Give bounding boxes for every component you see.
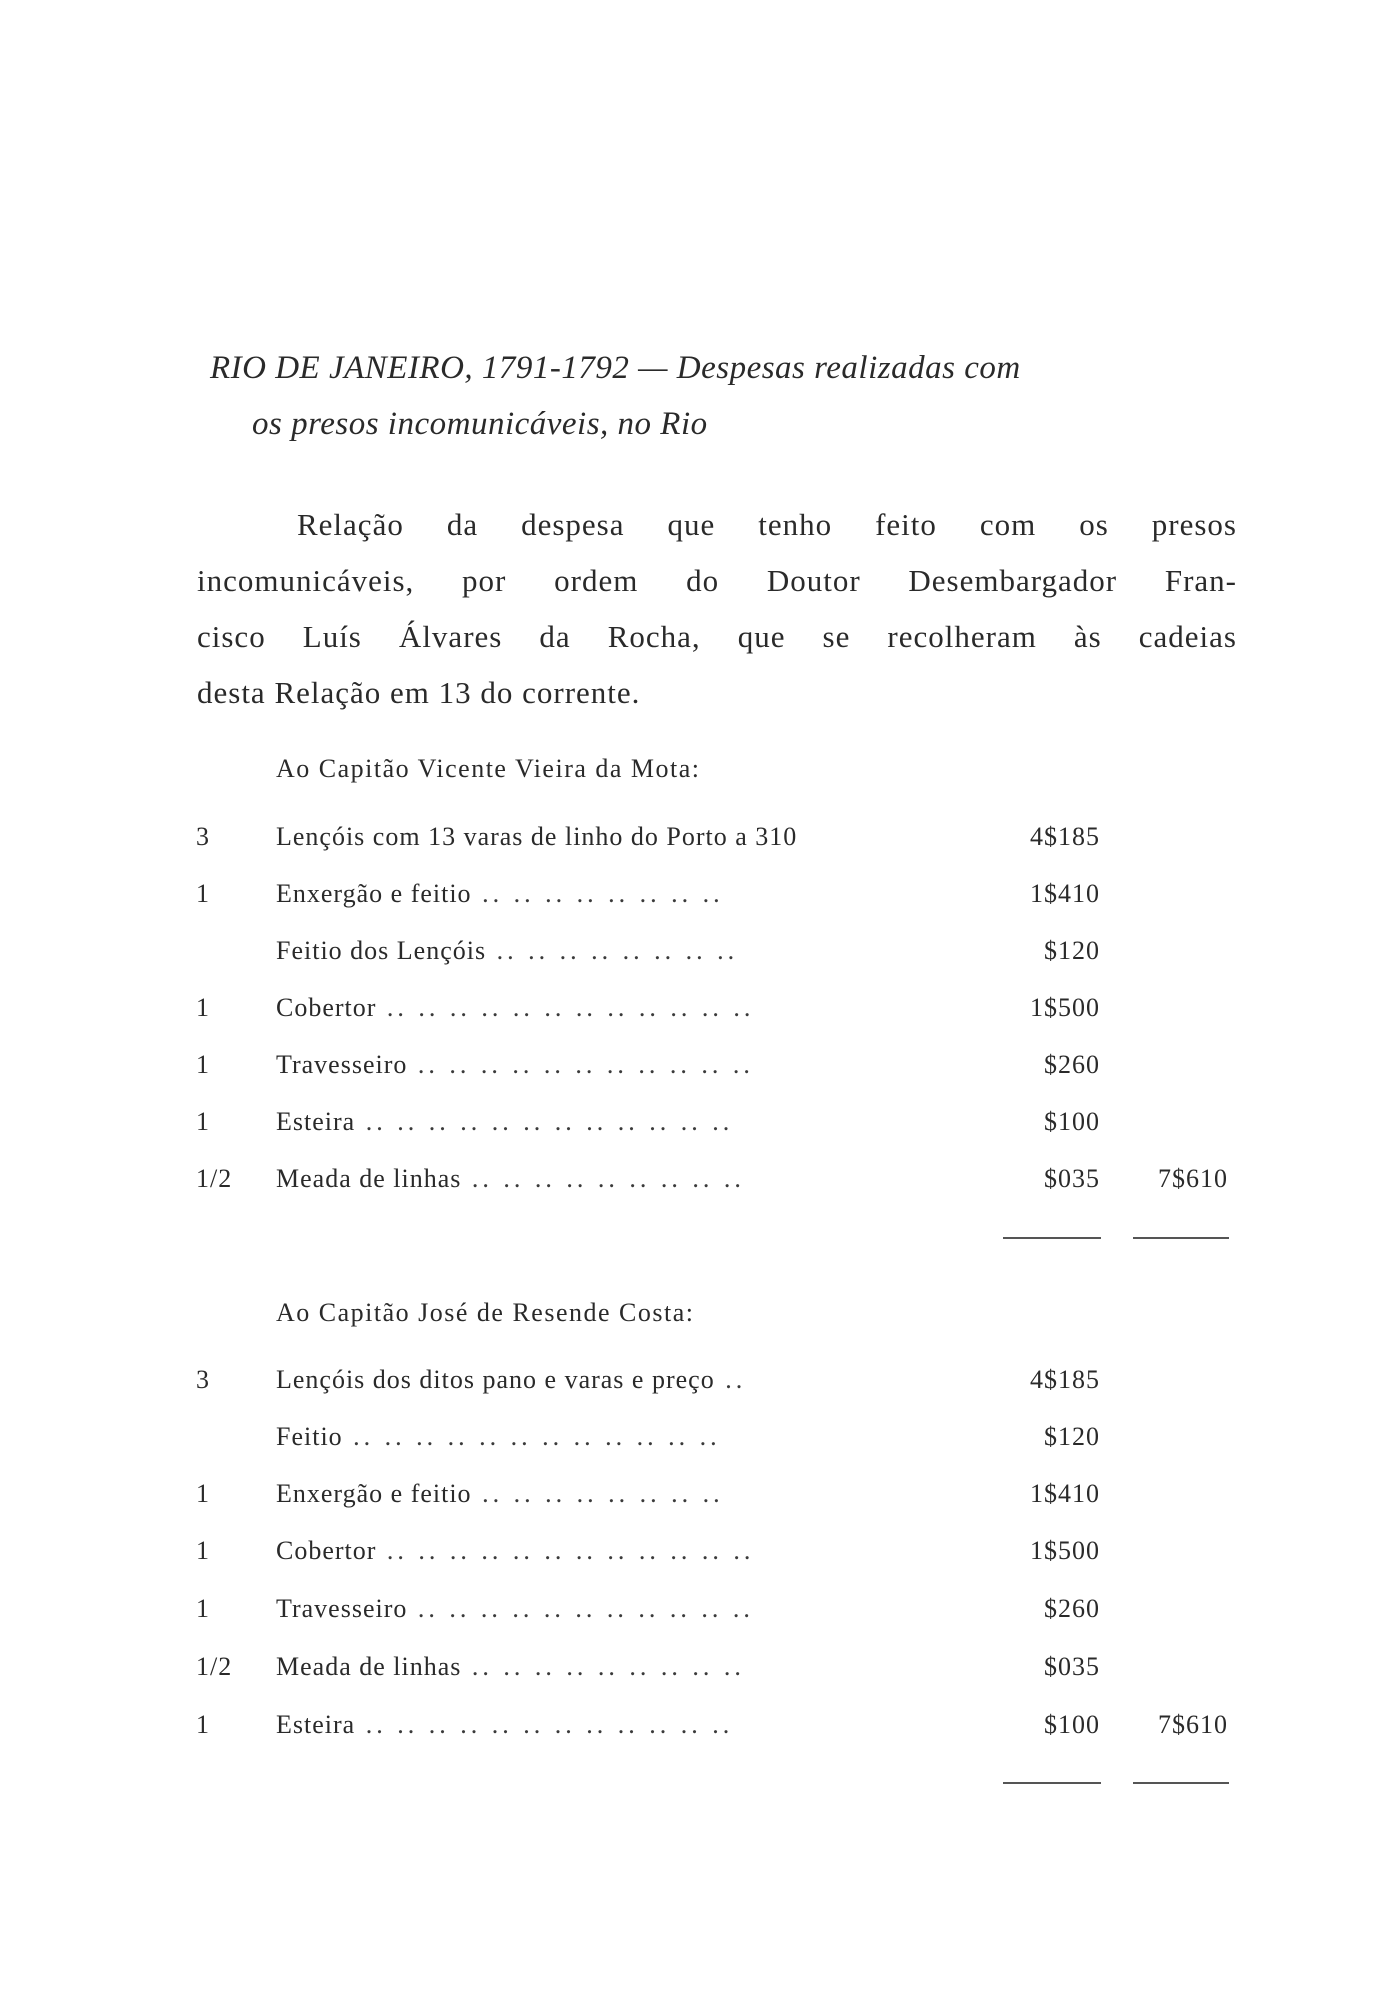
item-value: $035 [1044, 1652, 1100, 1681]
item-description [276, 1107, 976, 1137]
item-leader-dots: .. .. .. .. .. .. .. .. [471, 879, 724, 908]
item-description-text: Feitio [276, 1422, 343, 1451]
item-quantity: 1 [196, 1710, 210, 1739]
item-leader-dots: .. .. .. .. .. .. .. .. .. [461, 1164, 745, 1193]
item-description [276, 822, 976, 852]
item-quantity: 1 [196, 1536, 210, 1565]
item-description-text: Meada de linhas [276, 1164, 462, 1193]
section-heading: Ao Capitão Vicente Vieira da Mota: [276, 754, 701, 783]
item-description-text: Enxergão e feitio [276, 879, 472, 908]
item-description [276, 1594, 976, 1624]
item-description [276, 1365, 976, 1395]
item-leader-dots: .. .. .. .. .. .. .. .. .. .. .. .. [376, 1536, 755, 1565]
item-description-text: Meada de linhas [276, 1652, 462, 1681]
item-value: $035 [1044, 1164, 1100, 1193]
item-quantity: 3 [196, 1365, 210, 1394]
title-line-2: os presos incomunicáveis, no Rio [252, 406, 708, 442]
expense-row [0, 879, 1382, 919]
item-quantity: 1/2 [196, 1164, 233, 1193]
item-leader-dots: .. .. .. .. .. .. .. .. .. .. .. [407, 1594, 754, 1623]
item-description-text: Esteira [276, 1107, 356, 1136]
intro-paragraph [197, 497, 1237, 721]
item-leader-dots: .. .. .. .. .. .. .. .. .. .. .. [407, 1050, 754, 1079]
item-description-text: Esteira [276, 1710, 356, 1739]
item-value: $260 [1044, 1594, 1100, 1623]
item-description-text: Travesseiro [276, 1594, 408, 1623]
item-value: 1$410 [1030, 879, 1100, 908]
item-description [276, 879, 976, 909]
intro-line: cisco Luís Álvares da Rocha, que se recolheram às cadeias [197, 619, 1237, 654]
item-quantity: 1 [196, 879, 210, 908]
subtotal-rule [1003, 1237, 1101, 1239]
item-total: 7$610 [1158, 1710, 1228, 1739]
item-leader-dots: .. .. .. .. .. .. .. .. .. .. .. .. [355, 1710, 734, 1739]
expense-row [0, 1479, 1382, 1519]
item-quantity: 1 [196, 1107, 210, 1136]
expense-row [0, 1164, 1382, 1204]
item-value: $120 [1044, 936, 1100, 965]
item-description-text: Cobertor [276, 1536, 377, 1565]
expense-row [0, 1422, 1382, 1462]
item-description [276, 1652, 976, 1682]
expense-row [0, 993, 1382, 1033]
intro-line: incomunicáveis, por ordem do Doutor Desembargador Fran- [197, 563, 1237, 598]
item-description [276, 993, 976, 1023]
item-value: $260 [1044, 1050, 1100, 1079]
expense-row [0, 1050, 1382, 1090]
title-line-1: RIO DE JANEIRO, 1791-1792 — Despesas realizadas com [210, 350, 1021, 386]
item-description [276, 1050, 976, 1080]
item-quantity: 3 [196, 822, 210, 851]
item-leader-dots: .. .. .. .. .. .. .. .. [471, 1479, 724, 1508]
item-value: 1$500 [1030, 1536, 1100, 1565]
item-value: 1$410 [1030, 1479, 1100, 1508]
item-value: $100 [1044, 1710, 1100, 1739]
item-description [276, 936, 976, 966]
expense-row [0, 822, 1382, 862]
item-description-text: Lençóis com 13 varas de linho do Porto a 310 [276, 822, 798, 851]
item-leader-dots: .. .. .. .. .. .. .. .. [486, 936, 739, 965]
expense-row [0, 1594, 1382, 1634]
item-description [276, 1422, 976, 1452]
item-description-text: Enxergão e feitio [276, 1479, 472, 1508]
item-description [276, 1710, 976, 1740]
item-value: $100 [1044, 1107, 1100, 1136]
item-description-text: Travesseiro [276, 1050, 408, 1079]
item-quantity: 1/2 [196, 1652, 233, 1681]
total-rule [1133, 1237, 1229, 1239]
item-description-text: Lençóis dos ditos pano e varas e preço [276, 1365, 715, 1394]
item-leader-dots: .. .. .. .. .. .. .. .. .. .. .. .. [376, 993, 755, 1022]
section-heading: Ao Capitão José de Resende Costa: [276, 1298, 695, 1327]
item-leader-dots: .. .. .. .. .. .. .. .. .. .. .. .. [342, 1422, 721, 1451]
item-description [276, 1536, 976, 1566]
expense-row [0, 1536, 1382, 1576]
document-title [210, 340, 1240, 452]
expense-row [0, 1652, 1382, 1692]
item-value: 4$185 [1030, 1365, 1100, 1394]
item-quantity: 1 [196, 1594, 210, 1623]
item-total: 7$610 [1158, 1164, 1228, 1193]
item-quantity: 1 [196, 1479, 210, 1508]
item-value: $120 [1044, 1422, 1100, 1451]
intro-line: desta Relação em 13 do corrente. [197, 675, 641, 710]
total-rule [1133, 1782, 1229, 1784]
intro-line: Relação da despesa que tenho feito com os presos [297, 507, 1237, 542]
expense-row [0, 936, 1382, 976]
item-description [276, 1479, 976, 1509]
expense-row [0, 1365, 1382, 1405]
expense-row [0, 1710, 1382, 1750]
item-value: 4$185 [1030, 822, 1100, 851]
item-leader-dots: .. .. .. .. .. .. .. .. .. [461, 1652, 745, 1681]
item-description-text: Feitio dos Lençóis [276, 936, 487, 965]
item-value: 1$500 [1030, 993, 1100, 1022]
item-leader-dots: .. .. .. .. .. .. .. .. .. .. .. .. [355, 1107, 734, 1136]
item-description-text: Cobertor [276, 993, 377, 1022]
item-leader-dots: .. [714, 1365, 747, 1394]
item-quantity: 1 [196, 1050, 210, 1079]
subtotal-rule [1003, 1782, 1101, 1784]
item-description [276, 1164, 976, 1194]
expense-row [0, 1107, 1382, 1147]
item-quantity: 1 [196, 993, 210, 1022]
